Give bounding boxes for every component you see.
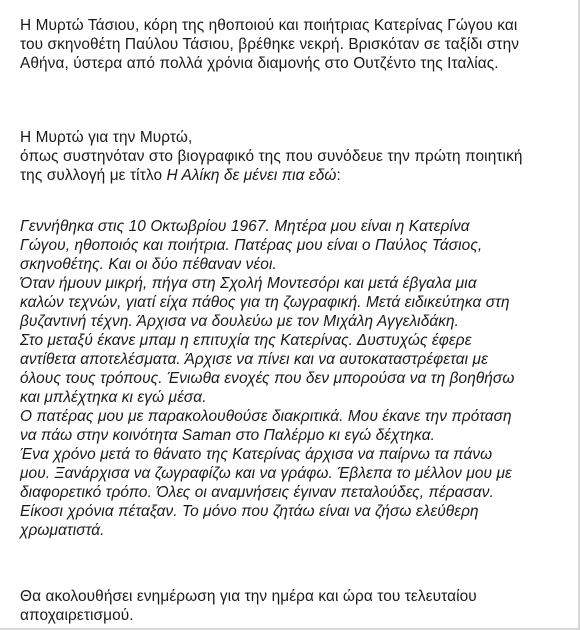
bio-line: διαφορετικό τρόπο. Όλες οι αναμνήσεις έγιναν πεταλούδες, πέρασαν. xyxy=(20,484,494,501)
bio-line: βυζαντινή τέχνη. Άρχισα να δουλεύω με τον Μιχάλη Αγγελιδάκη. xyxy=(20,313,460,330)
bio-line: Ένα χρόνο μετά το θάνατο της Κατερίνας άρχισα να παίρνω τα πάνω xyxy=(20,446,493,463)
text-line: όπως συστηνόταν στο βιογραφικό της που συνόδευε την πρώτη ποιητική xyxy=(20,148,523,165)
bio-line: αντίθετα αποτελέσματα. Άρχισε να πίνει και να αυτοκαταστρέφεται με xyxy=(20,351,488,368)
intro-heading: Η Μυρτώ για την Μυρτώ, xyxy=(20,129,193,146)
bio-line: μου. Ξανάρχισα να ζωγραφίζω και να γράφω. Έβλεπα το μέλλον μου με xyxy=(20,465,512,482)
text-line: Θα ακολουθήσει ενημέρωση για την ημέρα και ώρα του τελευταίου xyxy=(20,588,477,605)
intro-suffix: : xyxy=(336,167,341,184)
announcement-paragraph xyxy=(20,16,565,73)
bio-line: και μπλέχτηκα κι εγώ μέσα. xyxy=(20,389,207,406)
footer-paragraph xyxy=(20,587,565,625)
text-line xyxy=(20,166,565,185)
bio-line: Στο μεταξύ έκανε μπαμ η επιτυχία της Κατερίνας. Δυστυχώς έφερε xyxy=(20,332,472,349)
bio-line: χρωματιστά. xyxy=(20,522,105,539)
bio-line: να πάω στην κοινότητα Saman στο Παλέρμο κι εγώ δέχτηκα. xyxy=(20,427,435,444)
bio-line: Είκοσι χρόνια πέταξαν. Το μόνο που ζητάω είναι να ζήσω ελεύθερη xyxy=(20,503,479,520)
bio-line: Γεννήθηκα στις 10 Οκτωβρίου 1967. Μητέρα μου είναι η Κατερίνα xyxy=(20,218,470,235)
bio-line: σκηνοθέτης. Και οι δύο πέθαναν νέοι. xyxy=(20,256,277,273)
text-line: Αθήνα, ύστερα από πολλά χρόνια διαμονής στο Ουτζέντο της Ιταλίας. xyxy=(20,55,499,72)
text-line: αποχαιρετισμού. xyxy=(20,607,134,624)
intro-prefix: της συλλογή με τίτλο xyxy=(20,167,167,184)
bio-line: Ο πατέρας μου με παρακολουθούσε διακριτικά. Μου έκανε την πρόταση xyxy=(20,408,512,425)
bio-line: καλών τεχνών, γιατί είχα πάθος για τη ζωγραφική. Μετά ειδικεύτηκα στη xyxy=(20,294,510,311)
bio-quote xyxy=(20,217,565,540)
text-line: Η Μυρτώ Τάσιου, κόρη της ηθοποιού και ποιήτριας Κατερίνας Γώγου και xyxy=(20,17,518,34)
book-title: Η Αλίκη δε μένει πια εδώ xyxy=(166,167,337,184)
bio-line: όλους τους τρόπους. Ένιωθα ενοχές που δεν μπορούσα να τη βοηθήσω xyxy=(20,370,515,387)
text-line: του σκηνοθέτη Παύλου Τάσιου, βρέθηκε νεκρή. Βρισκόταν σε ταξίδι στην xyxy=(20,36,520,53)
bio-line: Όταν ήμουν μικρή, πήγα στη Σχολή Μοντεσόρι και μετά έβγαλα μια xyxy=(20,275,477,292)
intro-paragraph xyxy=(20,128,565,185)
bio-line: Γώγου, ηθοποιός και ποιήτρια. Πατέρας μου είναι ο Παύλος Τάσιος, xyxy=(20,237,483,254)
